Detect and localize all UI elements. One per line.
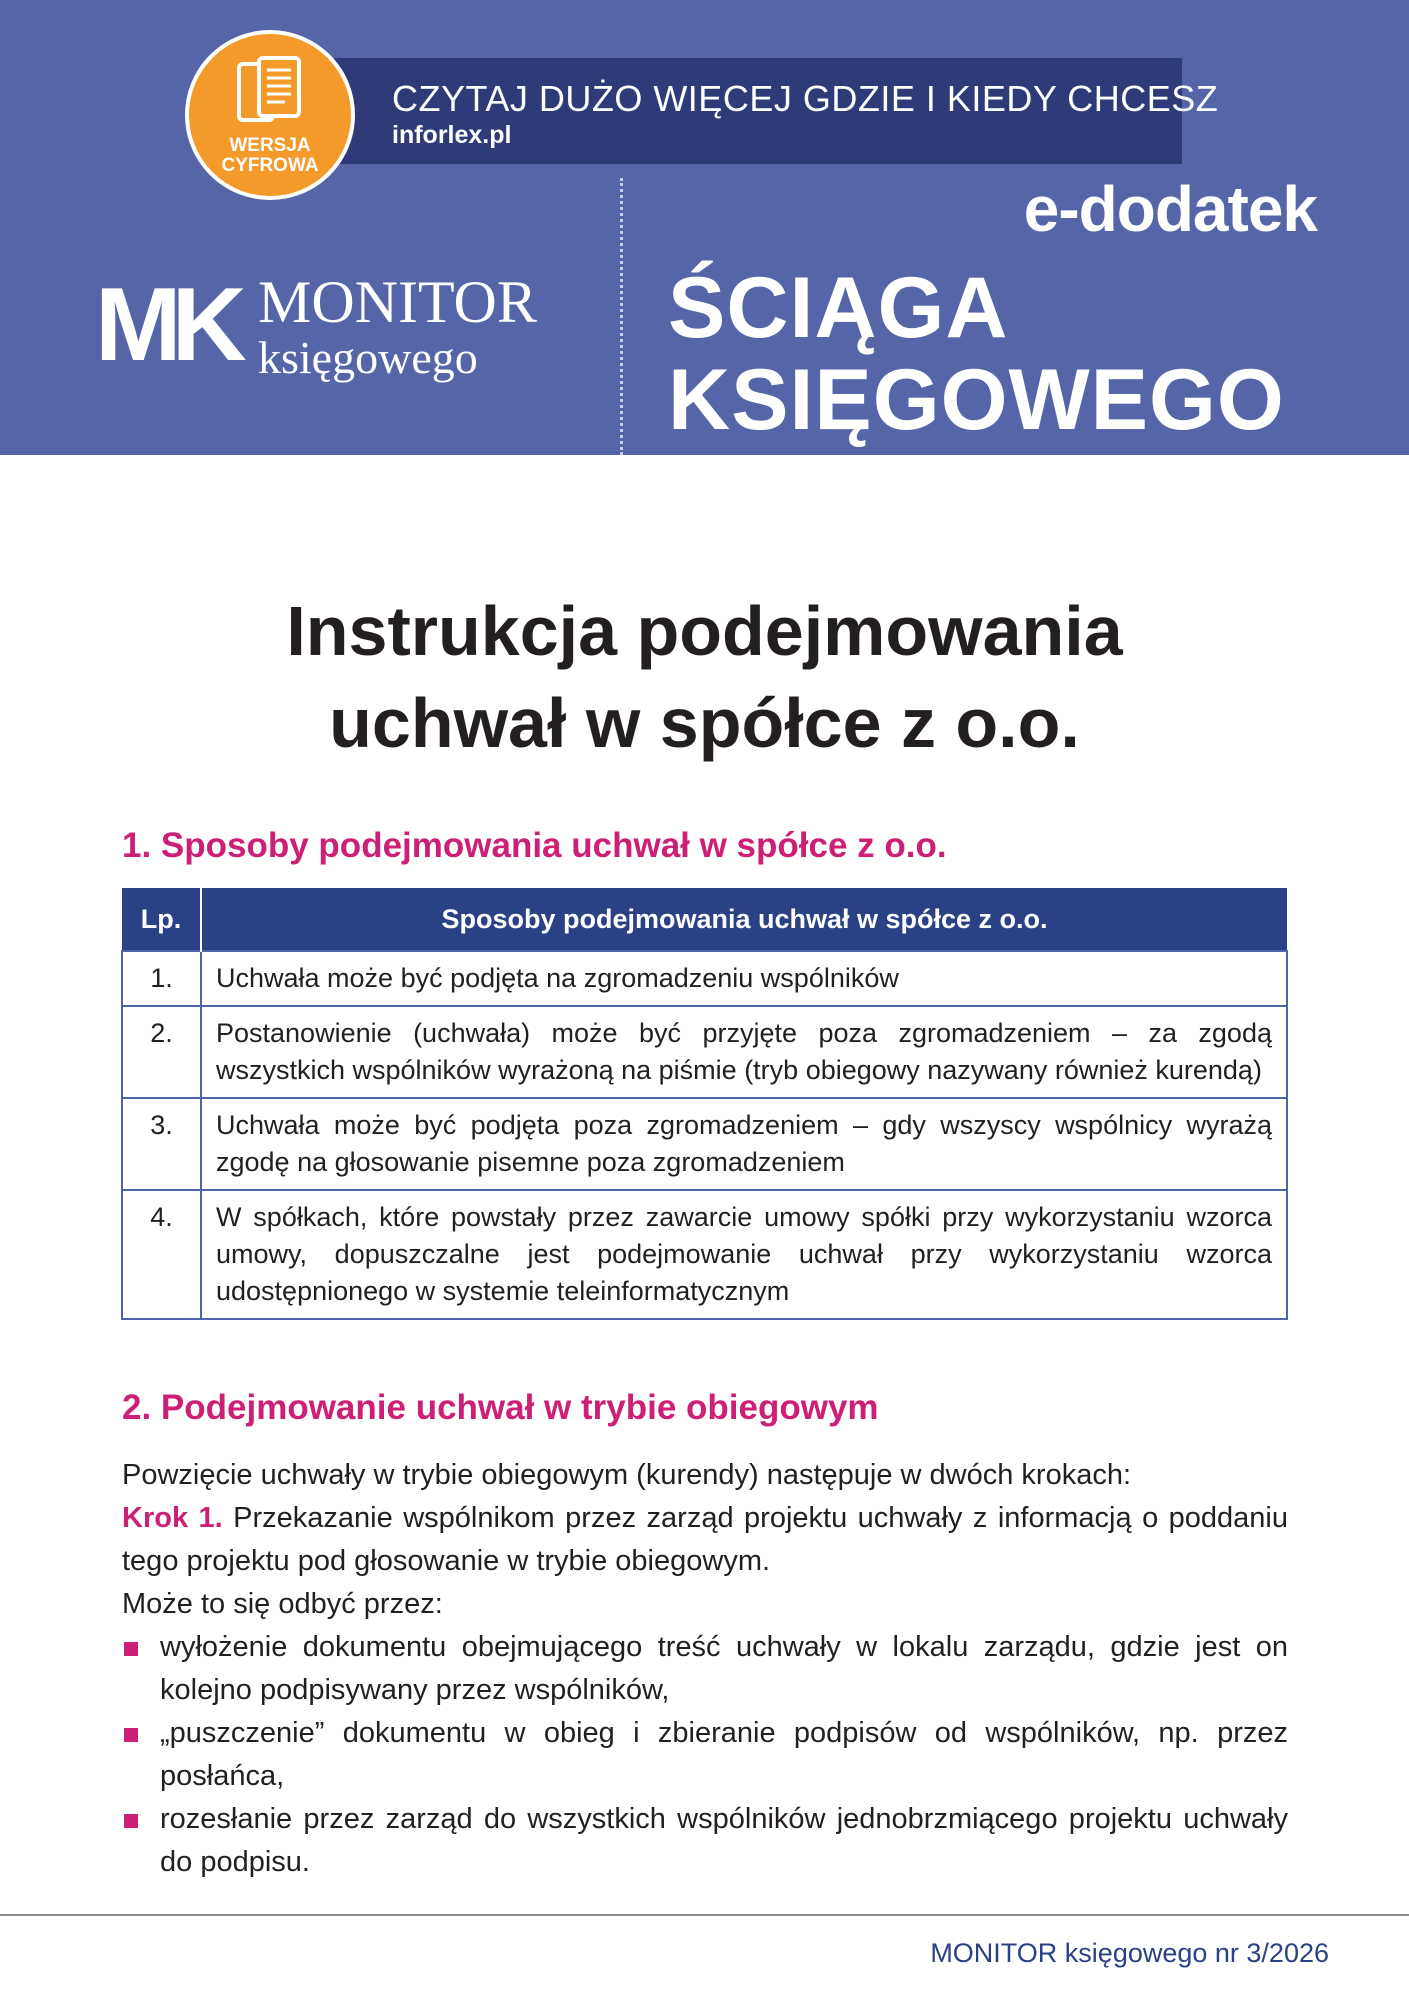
list-item-text: rozesłanie przez zarząd do wszystkich wspólników jednobrzmiącego projektu uchwały do podpisu. <box>160 1803 1288 1878</box>
row-text: Uchwała może być podjęta poza zgromadzeniem – gdy wszyscy wspólnicy wyrażą zgodę na głosowanie pisemne poza zgromadzeniem <box>201 1098 1287 1190</box>
table-row <box>122 951 1287 1006</box>
product-title <box>668 262 1285 446</box>
column-header-ways: Sposoby podejmowania uchwał w spółce z o.o. <box>201 888 1287 951</box>
square-bullet-icon <box>124 1728 138 1742</box>
row-text: Uchwała może być podjęta na zgromadzeniu wspólników <box>201 951 1287 1006</box>
square-bullet-icon <box>124 1814 138 1828</box>
list-item <box>122 1626 1288 1712</box>
logo-word-monitor: MONITOR <box>258 269 537 335</box>
header-divider <box>620 178 623 455</box>
badge-label-line1: WERSJA <box>229 135 311 156</box>
list-item-text: „puszczenie” dokumentu w obieg i zbieranie podpisów od wspólników, np. przez posłańca, <box>160 1717 1288 1792</box>
document-title <box>0 585 1409 769</box>
row-number: 3. <box>122 1098 201 1190</box>
method-list <box>122 1626 1288 1884</box>
badge-label-line2: CYFROWA <box>221 155 319 176</box>
promo-banner-headline: CZYTAJ DUŻO WIĘCEJ GDZIE I KIEDY CHCESZ <box>392 78 1219 119</box>
footer-rule <box>0 1914 1409 1916</box>
table-header-row <box>122 888 1287 951</box>
tablet-documents-icon <box>237 56 303 126</box>
logo-word-ksiegowego: księgowego <box>258 332 478 383</box>
row-number: 4. <box>122 1190 201 1319</box>
mk-logo-mark: MK <box>95 267 237 383</box>
section-1-heading: 1. Sposoby podejmowania uchwał w spółce z o.o. <box>122 826 947 865</box>
step-1-paragraph <box>122 1497 1288 1583</box>
row-text: W spółkach, które powstały przez zawarcie umowy spółki przy wykorzystaniu wzorca umowy, dopuszczalne jest podejmowanie uchwał przy wykorzystaniu wzorca udostępnionego w systemie teleinformatycznym <box>201 1190 1287 1319</box>
row-text: Postanowienie (uchwała) może być przyjęte poza zgromadzeniem – za zgodą wszystkich wspólników wyrażoną na piśmie (tryb obiegowy nazywany również kurendą) <box>201 1006 1287 1098</box>
list-item <box>122 1712 1288 1798</box>
product-title-line1: ŚCIĄGA <box>668 260 1009 356</box>
footer-publication: MONITOR księgowego nr 3/2026 <box>930 1938 1329 1968</box>
step-1-label: Krok 1. <box>122 1502 223 1534</box>
square-bullet-icon <box>124 1642 138 1656</box>
row-number: 2. <box>122 1006 201 1098</box>
promo-banner[interactable] <box>310 58 1219 164</box>
list-item <box>122 1798 1288 1884</box>
product-title-line2: KSIĘGOWEGO <box>668 352 1285 448</box>
promo-banner-link[interactable]: inforlex.pl <box>392 121 512 149</box>
document-title-line1: Instrukcja podejmowania <box>286 592 1123 670</box>
row-number: 1. <box>122 951 201 1006</box>
table-row <box>122 1190 1287 1319</box>
table-row <box>122 1006 1287 1098</box>
list-item-text: wyłożenie dokumentu obejmującego treść uchwały w lokalu zarządu, gdzie jest on kolejno podpisywany przez wspólników, <box>160 1631 1288 1706</box>
column-header-lp: Lp. <box>122 888 201 951</box>
header <box>0 0 1409 455</box>
digital-version-badge <box>185 30 355 200</box>
section-2-lead: Może to się odbyć przez: <box>122 1588 443 1620</box>
badge-label <box>189 136 351 176</box>
section-2-heading: 2. Podejmowanie uchwał w trybie obiegowym <box>122 1388 879 1427</box>
ways-table <box>121 888 1288 1320</box>
document-title-line2: uchwał w spółce z o.o. <box>329 684 1080 762</box>
step-1-text: Przekazanie wspólnikom przez zarząd projektu uchwały z informacją o poddaniu tego projektu pod głosowanie w trybie obiegowym. <box>122 1502 1288 1577</box>
table-row <box>122 1098 1287 1190</box>
section-2-intro: Powzięcie uchwały w trybie obiegowym (kurendy) następuje w dwóch krokach: <box>122 1459 1132 1491</box>
edition-label: e-dodatek <box>1023 173 1317 245</box>
